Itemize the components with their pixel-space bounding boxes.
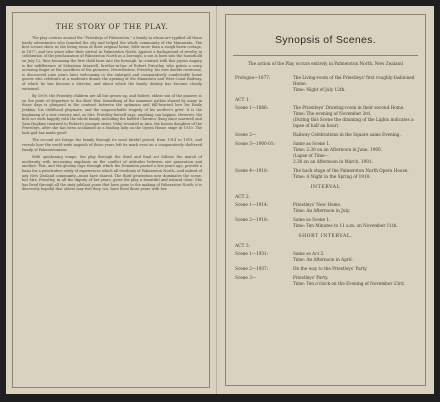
scene-line: Same as Act 2.: [293, 251, 325, 256]
scene-line: On the way to the Priestleys' Party.: [293, 266, 368, 271]
scene-line: Same as Scene 1.: [293, 217, 331, 222]
scene-label: Scene 2—1918:: [235, 217, 269, 222]
scene-label: Scene 4—1910:: [235, 168, 269, 173]
scene-line: Time: An Afternoon in July.: [293, 208, 351, 213]
scene-line: Same as Scene 1.: [293, 141, 331, 146]
story-title: THE STORY OF THE PLAY.: [55, 22, 169, 31]
story-paragraph: By 1909, the Priestley children are all but grown up, and Robert, eldest son of the pioneer, is on the point of departure to the Boer War. Something of the immense pathos shared by many in those days is glimpsed in the contrast between the optimism and full-hearted love for Emily Jenkins, his childhood playmate, and the unquenchable tragedy of his mother's grief. It is the beginning of a new century and, as Mrs. Priestley herself says, anything can happen. However, the first act ends happily with the whole family, including the baffled Clarence (long since married) and Sam Hopkins (married to Robert's younger sister, Vida) reunited in Ann, the bosom daughter of the Priestleys, after she has been acclaimed as a leading lady on the Opera House stage in 1910. The look god has made good!: [22, 94, 202, 135]
act-heading: ACT 2.: [235, 195, 251, 200]
scene-line: 2.30 on an Afternoon in March, 1901.: [293, 159, 374, 164]
scene-row: [229, 202, 422, 214]
scene-row: [229, 141, 422, 165]
scene-row: [229, 105, 422, 129]
scene-label: Scene 1—1931:: [235, 251, 269, 256]
scene-description: [293, 251, 422, 263]
scene-line: Priestleys' Party.: [293, 275, 329, 280]
act-heading: ACT 1.: [235, 98, 251, 103]
scene-description: [293, 141, 422, 165]
scene-label: Scene 1—1914:: [235, 202, 269, 207]
scene-description: [293, 266, 422, 272]
short-interval-heading: SHORT INTERVAL.: [298, 234, 353, 239]
scene-description: [293, 168, 422, 180]
act-heading: ACT 3.: [235, 244, 251, 249]
interval-heading: INTERVAL: [310, 185, 341, 190]
scene-line: Railway Celebrations in the Square same Evening.: [293, 132, 401, 137]
scene-line: Time: Night of July 12th.: [293, 87, 346, 92]
scene-label: Scene 2—1937:: [235, 266, 269, 271]
scene-row: [229, 217, 422, 229]
scene-line: Priestleys' New Home.: [293, 202, 342, 207]
right-page: [217, 6, 434, 394]
scene-line: Time: An Afternoon in April.: [293, 257, 353, 262]
scene-label: Scene 3—: [235, 275, 257, 280]
scene-line: Time: Ten o'clock on the Evening of November 23rd.: [293, 281, 406, 286]
left-page: [6, 6, 217, 394]
scene-line: Time: The evening of November 3rd.: [293, 111, 372, 116]
scene-label: Scene 2—: [235, 132, 257, 137]
scene-line: Time: Ten Minutes to 11 a.m. on November 11th.: [293, 223, 398, 228]
story-paragraph: With quickening tempo, the play through the third and final act follows the march of modernity with increasing emphasis on the conflict of attitudes between one generation and another. This, and the gloomy days through which the Dominion passed a few years ago, provide a basis for a penetrative study of experiences which all residents of Palmerston North—and indeed of any New Zealand community—must have shared. The third generation now dominates the scene, but Mrs. Priestley, in all the dignity of her years, gives the play a beautiful and natural close. She has lived through all the sixty jubilant years that have gone to the making of Palmerston North; it is discreetly hopeful that others may feel they, too, have lived those years with her.: [22, 155, 202, 192]
story-text: [22, 36, 202, 192]
scene-line: Time: A Night in the Spring of 1910.: [293, 174, 371, 179]
scene-line: Time: 2.30 on an Afternoon in June, 1900.: [293, 147, 383, 152]
story-paragraph: The play centres around the "Priestleys of Palmerston," a family in whom are typified all those hardy adventurers who founded the city and helped the whole community of the Manawatu. The first scenes show us the living room of their original home, little more than a rough-hewn cottage, in 1877, and two years after their arrival in Palmerston North. Against a background of revelry in celebration of the proclamation of Palmerston North as a borough, a son is born into the household on July 12, thus becoming the first child born into the borough. In contrast with this joyous augury is the indifference of Sebastian Maxwell, brother-in-law of Robert Priestley, who points a sorry accusing finger at the sacrifices of the pioneers. Nevertheless, Priestley, his own doubts overcome, is discovered nine years later welcoming to the enlarged and comparatively comfortable home guests who celebrate at a moderate dinner the opening of the Manawatu and West Coast Railway, of which he has become a director, and about which the family destiny has become closely entwined.: [22, 36, 202, 91]
scene-description: [293, 105, 422, 129]
scene-description: [293, 75, 422, 93]
scene-row: [229, 266, 422, 272]
prologue-row: [229, 75, 422, 93]
page-border: [225, 14, 426, 386]
divider: [233, 55, 418, 56]
scene-line: The Priestleys' Drawing-room in their second Home.: [293, 105, 405, 110]
scene-label: Scene 1—1886:: [235, 105, 269, 110]
synopsis-intro: The action of the Play occurs entirely in Palmerston North, New Zealand: [248, 61, 403, 66]
scene-description: [293, 275, 422, 287]
scene-label: Prologue—1877:: [235, 75, 271, 80]
story-paragraph: The second act brings the family through its most fateful period, from 1914 to 1919, and reveals how the world-wide anguish of those years left its mark even on a comparatively sheltered family of Palmerstonians.: [22, 138, 202, 152]
scene-row: [229, 251, 422, 263]
scene-description: [293, 217, 422, 229]
synopsis-title: Synopsis of Scenes.: [275, 34, 376, 46]
scene-label: Scene 3—1900-01:: [235, 141, 275, 146]
scene-description: [293, 202, 422, 214]
scene-line: The back stage of the Palmerston North Opera House.: [293, 168, 409, 173]
scene-line: (During this Scene the dimming of the Lights indicates a lapse of half an hour).: [293, 117, 414, 128]
scene-row: [229, 168, 422, 180]
scene-description: [293, 132, 422, 138]
scene-line: The Living-room of the Priestleys' first roughly-fashioned Home.: [293, 75, 415, 86]
scene-row: [229, 132, 422, 138]
scene-row: [229, 275, 422, 287]
scene-line: (Lapse of Time—: [293, 153, 329, 158]
